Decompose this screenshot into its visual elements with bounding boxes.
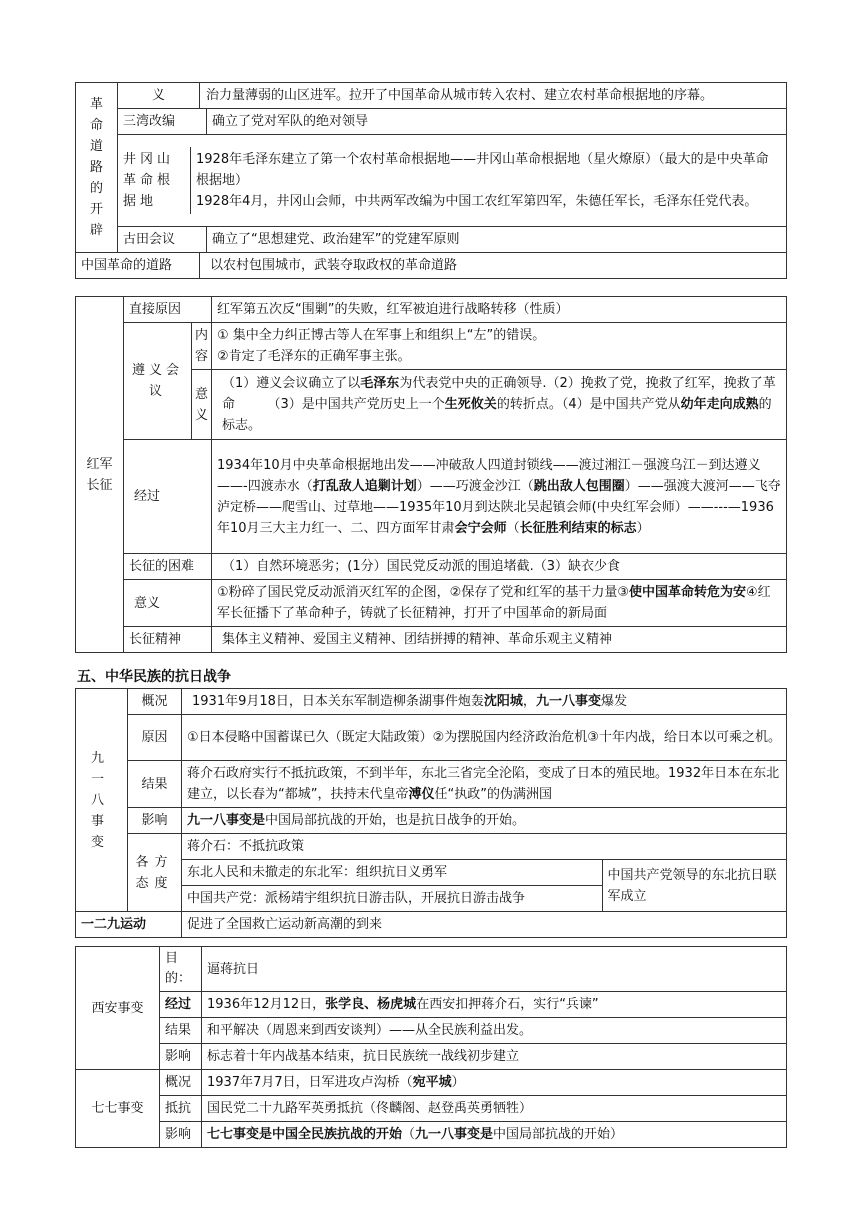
t2-sig-b: 使中国革命转危为安 (628, 585, 746, 600)
t3-r1-c: ， (522, 694, 536, 709)
t3-r5-2: 东北人民和未撤走的东北军：组织抗日义勇军 (182, 860, 602, 886)
t3-r2-text: ①日本侵略中国蓄谋已久（既定大陆政策）②为摆脱国内经济政治危机③十年内战，给日本以可乘之机。 (182, 715, 787, 761)
t3-r1-d: 九一八事变 (535, 694, 601, 709)
t3-main-label: 九一八事变 (76, 689, 128, 912)
t3-r2-label: 原因 (128, 715, 182, 761)
t2-meaning-1f: 幼年走向成熟 (680, 397, 759, 412)
t2-process-h: 长征胜利结束的标志 (519, 520, 637, 536)
t2-content-1: ① 集中全力纠正博古等人在军事上和组织上“左”的错误。 (217, 328, 546, 343)
t1-r5-text: 以农村包围城市，武装夺取政权的革命道路 (200, 253, 787, 279)
t3-r6-label: 一二九运动 (76, 912, 182, 938)
t4-qq-label: 七七事变 (76, 1070, 160, 1148)
t3-r4-label: 影响 (128, 808, 182, 834)
t3-r1-a: 1931年9月18日，日本关东军制造柳条湖事件炮轰 (192, 694, 484, 709)
t1-r3-label: 井冈山革命根据地 (118, 147, 191, 214)
t2-process-label: 经过 (124, 440, 212, 554)
t4-q1-b: 宛平城 (412, 1075, 452, 1090)
t1-r1-label: 义 (118, 83, 200, 109)
t2-zunyi-label: 遵义会议 (124, 323, 192, 440)
t2-meaning-text (212, 370, 787, 440)
t2-meaning-1b: 毛泽东 (360, 376, 400, 391)
t2-content-2: ②肯定了毛泽东的正确军事主张。 (217, 349, 411, 364)
t2-process-b: 打乱敌人追剿计划 (312, 478, 417, 494)
t2-sig-c: ④红军长征播下了革命种子，铸就了长征精神，打开了中国革命的新局面 (217, 585, 771, 621)
t4-q3-b: （ (402, 1127, 416, 1142)
t4-q3-d: 中国局部抗战的开始） (493, 1127, 624, 1142)
t4-x2-label: 经过 (160, 992, 202, 1018)
t2-sig-a: ①粉碎了国民党反动派消灭红军的企图，②保存了党和红军的基干力量③ (217, 585, 629, 600)
t2-meaning-1c: 为代表党中央的正确领导.（2）挽救了党，挽救了红军，挽救了革命 （3）是中国共产党历史上一个 (222, 376, 776, 412)
t4-x2-c: 在西安扣押蒋介石，实行“兵谏” (416, 997, 599, 1012)
table-918 (75, 688, 787, 938)
t4-x3-text: 和平解决（周恩来到西安谈判）——从全民族利益出发。 (202, 1018, 787, 1044)
t2-process-d: 跳出敌人包围圈 (533, 478, 625, 494)
t3-r6-text: 促进了全国救亡运动新高潮的到来 (182, 912, 787, 938)
t2-spirit-text: 集体主义精神、爱国主义精神、团结拼搏的精神、革命乐观主义精神 (212, 627, 787, 653)
t4-q3-a: 七七事变是中国全民族抗战的开始 (207, 1127, 403, 1142)
t3-r4-a: 九一八事变是 (187, 813, 266, 828)
t1-r3-text-b: 1928年4月，井冈山会师，中共两军改编为中国工农红军第四军，朱德任军长，毛泽东任党代表。 (196, 194, 758, 209)
t3-r1-b: 沈阳城 (483, 694, 523, 709)
t4-xian-label: 西安事变 (76, 947, 160, 1070)
table-long-march (75, 296, 787, 653)
t2-process-f: 会宁会师 (454, 520, 507, 536)
t2-main-label: 红军长征 (76, 297, 124, 653)
t3-r4-b: 中国局部抗战的开始，也是抗日战争的开始。 (265, 813, 526, 828)
t3-r3-a: 蒋介石政府实行不抵抗政策，不到半年，东北三省完全沦陷，变成了日本的殖民地。1932年日本在东北建立，以长春为“都城”，扶持末代皇帝 (187, 766, 780, 802)
t2-meaning-1: （1）遵义会议确立了以 (222, 376, 361, 391)
t2-meaning-1d: 生死攸关 (444, 397, 497, 412)
t4-x1-text: 逼蒋抗日 (202, 947, 787, 992)
t2-meaning-1e: 的转折点。（4）是中国共产党从 (496, 397, 681, 412)
t2-meaning-label: 意义 (192, 370, 212, 440)
t1-main-label: 革命道路的开辟 (76, 83, 118, 253)
t3-r1-e: 爆发 (600, 694, 627, 709)
t2-hard-label: 长征的困难 (124, 554, 212, 580)
t2-sig-label: 意义 (124, 580, 212, 627)
t2-hard-text: （1）自然环境恶劣；(1分）国民党反动派的围追堵截.（3）缺衣少食 (212, 554, 787, 580)
table-xian-77 (75, 946, 787, 1148)
t2-content-label: 内容 (192, 323, 212, 370)
table-revolution-road (75, 82, 787, 279)
t4-x4-text: 标志着十年内战基本结束，抗日民族统一战线初步建立 (202, 1044, 787, 1070)
t2-process-e: ）——强渡大渡河——飞夺泸定桥——爬雪山、过草地——1935年10月到达陕北吴起镇会师(中央红军会师）——---—1936年10月三大主力红一、二、四方面军甘肃 (217, 478, 781, 536)
section-heading-5: 五、中华民族的抗日战争 (77, 669, 231, 685)
t4-q1-a: 1937年7月7日，日军进攻卢沟桥（ (207, 1075, 413, 1090)
t2-process-c: ）——巧渡金沙江（ (416, 478, 534, 494)
t1-r1-text: 治力量薄弱的山区进军。拉开了中国革命从城市转入农村、建立农村革命根据地的序幕。 (200, 83, 787, 109)
t3-r5-side: 中国共产党领导的东北抗日联军成立 (607, 867, 777, 904)
t4-q3-c: 九一八事变是 (415, 1127, 494, 1142)
t1-r4-label: 古田会议 (118, 227, 207, 252)
t2-process-g: （ (506, 520, 520, 536)
t1-r4-text: 确立了“思想建党、政治建军”的党建军原则 (212, 232, 460, 247)
t2-spirit-label: 长征精神 (124, 627, 212, 653)
t4-q1-c: ） (451, 1075, 465, 1090)
t4-q2-text: 国民党二十九路军英勇抵抗（佟麟阁、赵登禹英勇牺牲） (202, 1096, 787, 1122)
t2-r1-label: 直接原因 (124, 297, 212, 323)
t1-r2-label: 三湾改编 (118, 109, 207, 134)
t1-r3-text-a: 1928年毛泽东建立了第一个农村革命根据地——井冈山革命根据地（星火燎原）（最大的是中央革命根据地） (196, 152, 769, 188)
t4-x2-b: 张学良、杨虎城 (325, 997, 417, 1012)
t3-r5-label: 各方态度 (128, 834, 182, 912)
t4-x4-label: 影响 (160, 1044, 202, 1070)
t2-process-a: 1934年10月中央革命根据地出发——冲破敌人四道封锁线——渡过湘江－强渡乌江－到达遵义——-四渡赤水（ (217, 457, 761, 494)
t2-process-i: ） (636, 520, 650, 536)
t3-r5-3: 中国共产党：派杨靖宇组织抗日游击队，开展抗日游击战争 (182, 886, 602, 912)
t2-sig-text (212, 580, 787, 627)
t3-r1-label: 概况 (128, 689, 182, 715)
t3-r3-b: 溥仪 (408, 787, 435, 802)
t4-x1-label: 目的： (160, 947, 202, 992)
t3-r3-label: 结果 (128, 761, 182, 808)
t3-r3-c: 任“执政”的伪满洲国 (434, 787, 552, 802)
t4-x3-label: 结果 (160, 1018, 202, 1044)
t4-x2-a: 1936年12月12日， (207, 997, 326, 1012)
t4-q2-label: 抵抗 (160, 1096, 202, 1122)
t1-r2-text: 确立了党对军队的绝对领导 (212, 114, 369, 129)
t2-process-text (212, 440, 787, 554)
t1-r5-label: 中国革命的道路 (76, 253, 200, 279)
t3-r5-1: 蒋介石：不抵抗政策 (182, 834, 786, 860)
t4-q3-label: 影响 (160, 1122, 202, 1148)
t4-q1-label: 概况 (160, 1070, 202, 1096)
t2-meaning-1g: 的标志。 (222, 397, 772, 433)
t2-r1-text: 红军第五次反“围剿”的失败，红军被迫进行战略转移（性质） (212, 297, 787, 323)
